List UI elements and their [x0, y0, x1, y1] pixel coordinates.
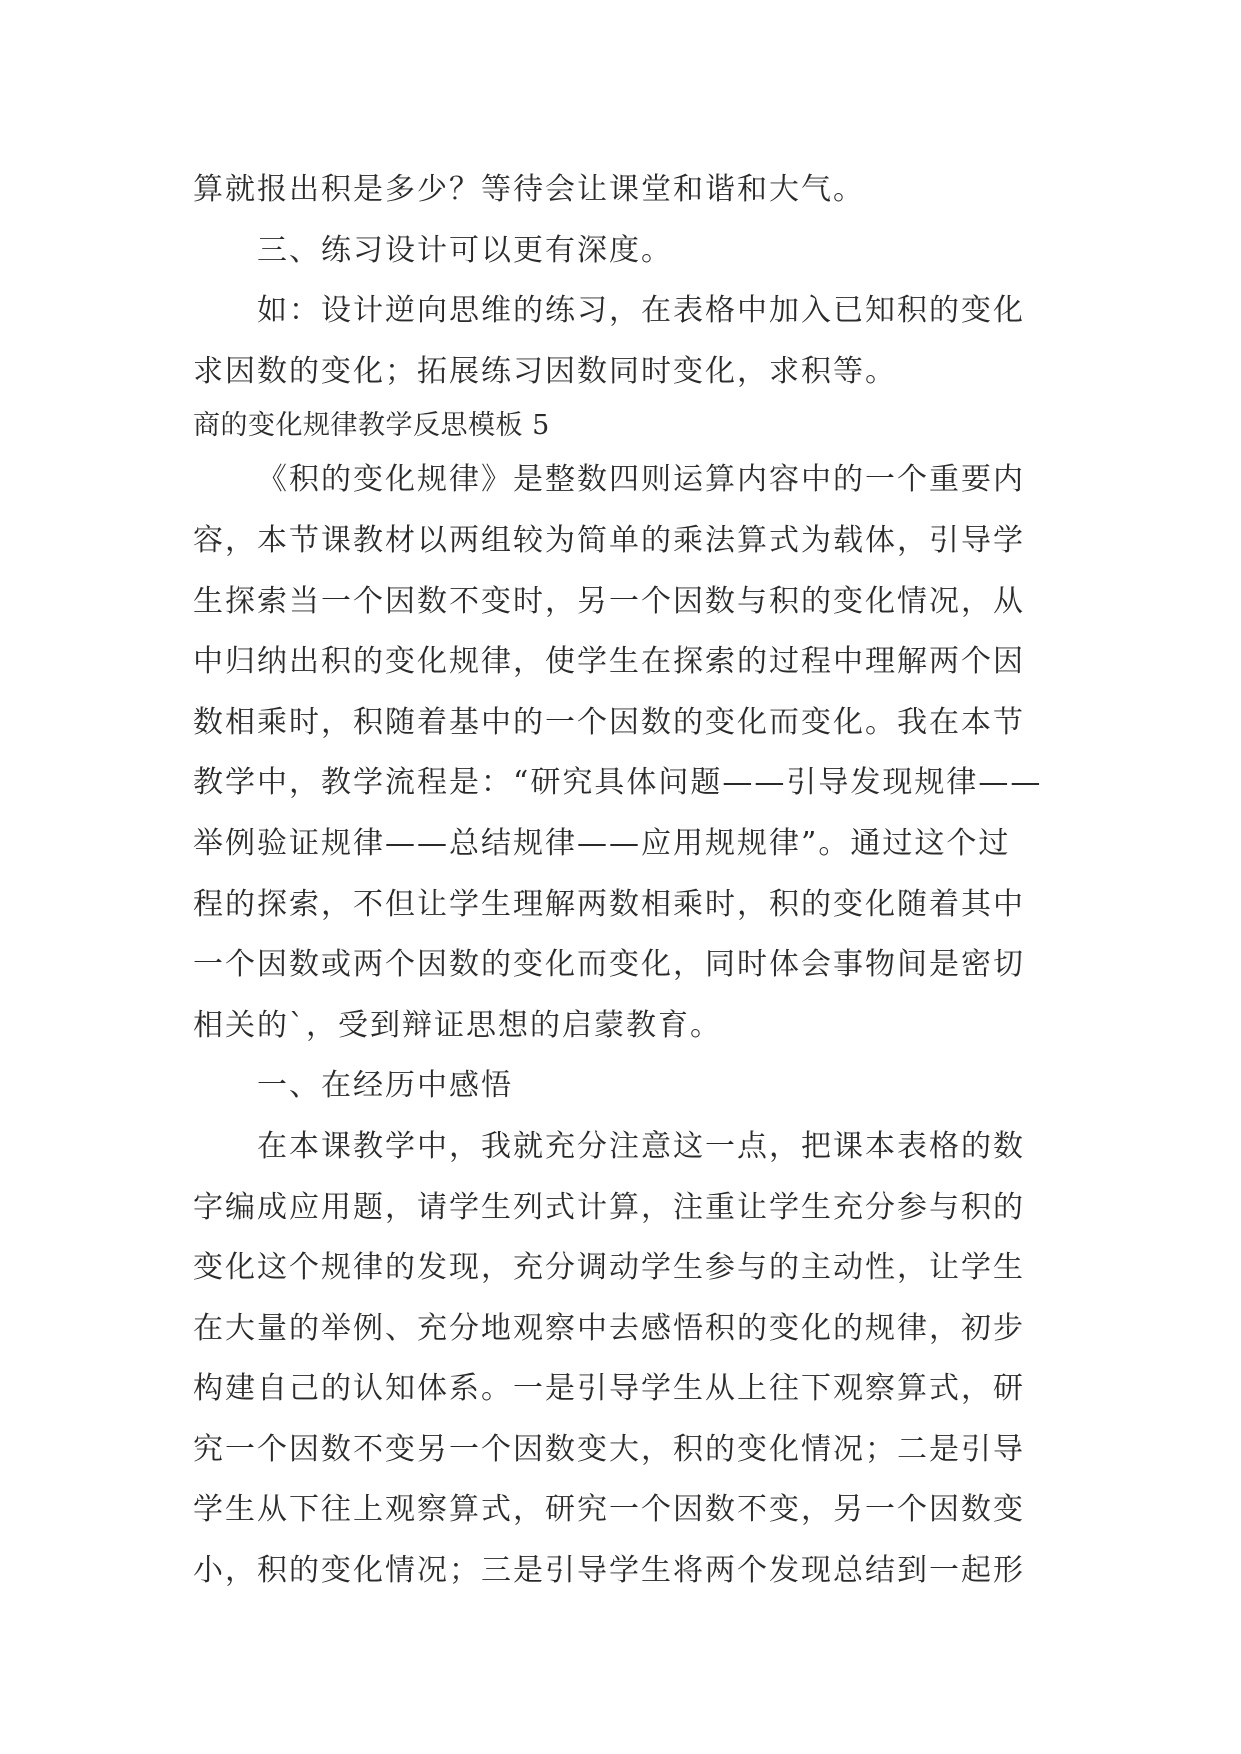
text-line: 如：设计逆向思维的练习，在表格中加入已知积的变化 [257, 293, 1025, 329]
text-line: 变化这个规律的发现，充分调动学生参与的主动性，让学生 [193, 1250, 1025, 1286]
text-line: 教学中，教学流程是：“研究具体问题——引导发现规律—— [193, 765, 1043, 801]
text-line: 数相乘时，积随着基中的一个因数的变化而变化。我在本节 [193, 704, 1025, 740]
text-line: 在本课教学中，我就充分注意这一点，把课本表格的数 [257, 1128, 1025, 1164]
text-line: 中归纳出积的变化规律，使学生在探索的过程中理解两个因 [193, 644, 1025, 680]
text-line: 究一个因数不变另一个因数变大，积的变化情况；二是引导 [193, 1431, 1025, 1467]
text-line: 一个因数或两个因数的变化而变化，同时体会事物间是密切 [193, 947, 1025, 983]
text-line: 举例验证规律——总结规律——应用规规律”。通过这个过 [193, 825, 1011, 861]
text-line: 相关的`，受到辩证思想的启蒙教育。 [193, 1007, 722, 1043]
text-line: 小，积的变化情况；三是引导学生将两个发现总结到一起形 [193, 1553, 1025, 1589]
text-line: 《积的变化规律》是整数四则运算内容中的一个重要内 [257, 462, 1025, 498]
text-line: 程的探索，不但让学生理解两数相乘时，积的变化随着其中 [193, 886, 1025, 922]
text-line: 容，本节课教材以两组较为简单的乘法算式为载体，引导学 [193, 522, 1025, 558]
section-heading: 三、练习设计可以更有深度。 [257, 232, 673, 268]
document-title: 商的变化规律教学反思模板 5 [193, 410, 550, 442]
text-line: 生探索当一个因数不变时，另一个因数与积的变化情况，从 [193, 583, 1025, 619]
text-line: 字编成应用题，请学生列式计算，注重让学生充分参与积的 [193, 1189, 1025, 1225]
text-line: 求因数的变化；拓展练习因数同时变化，求积等。 [193, 353, 897, 389]
section-heading: 一、在经历中感悟 [257, 1068, 513, 1104]
text-line: 在大量的举例、充分地观察中去感悟积的变化的规律，初步 [193, 1310, 1025, 1346]
document-body [193, 160, 1073, 1602]
text-line: 学生从下往上观察算式，研究一个因数不变，另一个因数变 [193, 1492, 1025, 1528]
text-line: 构建自己的认知体系。一是引导学生从上往下观察算式，研 [193, 1371, 1025, 1407]
text-line: 算就报出积是多少？等待会让课堂和谐和大气。 [193, 172, 865, 207]
